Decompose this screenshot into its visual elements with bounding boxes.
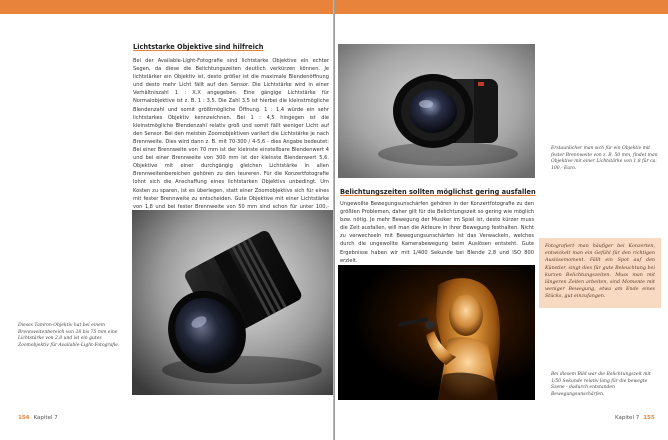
left-page-number: 154 [18, 415, 30, 421]
left-page [0, 0, 333, 440]
prime-lens-caption: Erstaunlicher man sich für ein Objektiv mit fester Brennweite von z. B. 50 mm, findet man Objektive mit einer Lichtstärke von 1,8 für ca. 100,- Euro. [551, 146, 658, 171]
concert-caption: Bei diesem Bild war die Belichtungszeit mit 1/50 Sekunde relativ lang für die bewegte Szene - dadurch entstanden Bewegungsunschärfen. [551, 372, 651, 397]
exposure-body-text: Ungewollte Bewegungsunschärfen gehören in der Konzertfotografie zu den größten Problemen, daher gilt für die Belichtungszeit so gering wie möglich bzw. nötig. Je mehr Bewegung der Musiker im Spiel ist, desto kürzer muss die Zeit ausfallen, will man die Akteure in ihrer Bewegung festhalten. Nicht zu verwechseln mit Bewegungsunschärfen ist das Verwackeln, welches durch die ungewollte Kamerabewegung beim Auslösen entsteht. Gute Ergebnisse haben wir mit 1/400 Sekunde bei Blende 2,8 und ISO 800 erzielt. [340, 201, 534, 264]
left-footer [18, 415, 58, 421]
left-heading-block [133, 44, 333, 51]
right-page-number: 155 [643, 415, 655, 421]
tip-box [539, 238, 661, 308]
right-footer [615, 415, 655, 421]
section-heading-lenses: Lichtstarke Objektive sind hilfreich [133, 43, 264, 51]
zoom-lens-caption: Dieses Tamron-Objektiv hat bei einem Brennweitenbereich von 28 bis 75 mm eine Lichtstärke von 2,8 und ist ein gutes Zoomobjektiv für Available-Light-Fotografie. [18, 323, 120, 348]
right-top-bar [335, 0, 668, 14]
left-chapter-label: Kapitel 7 [33, 415, 58, 421]
section-heading-exposure: Belichtungszeiten sollten möglichst gering ausfallen [340, 188, 536, 196]
right-chapter-label: Kapitel 7 [615, 415, 640, 421]
zoom-lens-photo [132, 210, 333, 395]
zoom-lens-image [132, 210, 333, 395]
tip-text: Fotografiert man häufiger bei Konzerten, entwickelt man ein Gefühl für den richtigen Auslösemoment. Fällt ein Spot auf den Künstler, singt dies für gute Beleuchtung bei kurzen Belichtungszeiten. Muss man mit längeren Zeiten arbeiten, sind Momente mit weniger Bewegung, etwa am Ende eines Stücks, gut einzufangen. [545, 244, 655, 300]
left-top-bar [0, 0, 333, 14]
prime-lens-image [338, 44, 535, 178]
right-heading-block [340, 189, 540, 196]
prime-lens-photo [338, 44, 535, 178]
right-page [335, 0, 668, 440]
concert-singer-image [338, 265, 535, 400]
concert-photo [338, 265, 535, 400]
lenses-body-text: Bei der Available-Light-Fotografie sind lichtstarke Objektive ein echter Segen, da diese die Belichtungszeiten deutlich verkürzen können. Je lichtstärker ein Objektiv ist, desto größer ist die maximale Blendenöffnung und desto mehr Licht fällt auf den Sensor. Die Lichtstärke wird in einer Verhältniszahl 1 : X,X angegeben. Eine gängige Lichtstärke für Normalobjektive ist z. B. 1 : 3,5. Die Zahl 3,5 ist hierbei die kleinstmögliche Blendenzahl und somit größtmögliche Öffnung. 1 : 1,4 würde ein sehr lichtstarkes Objektiv kennzeichnen. Bei 1 : 4,5 hingegen ist die kleinstmögliche Blendenzahl relativ groß und somit fällt weniger Licht auf den Sensor. Bei den meisten Zoomobjektiven variiert die Lichtstärke je nach Brennweite. Dies wird dann z. B. mit 70-300 / 4-5,6 - dies Angabe bedeutet: Bei einer Brennweite von 70 mm ist der kleinste einstellbare Blendenwert 4 und bei einer Brennweite von 300 mm ist der kleinste Blendenwert 5,6. Objektive mit einer durchgängig gleichen Lichtstärke in allen Brennweitenbereichen gehören zu den teureren. Für die Konzertfotografie lohnt sich die Anschaffung eines lichtstarken Objektivs unbedingt. Um Kosten zu sparen, ist es überlegen, statt einer Zoomobjektivs sich für eines mit fester Brennweite zu entscheiden. Gute Objektive mit einer Lichtstärke von 1,8 und bei fester Brennweite von 50 mm sind schon für unter 100,- [133, 58, 329, 210]
